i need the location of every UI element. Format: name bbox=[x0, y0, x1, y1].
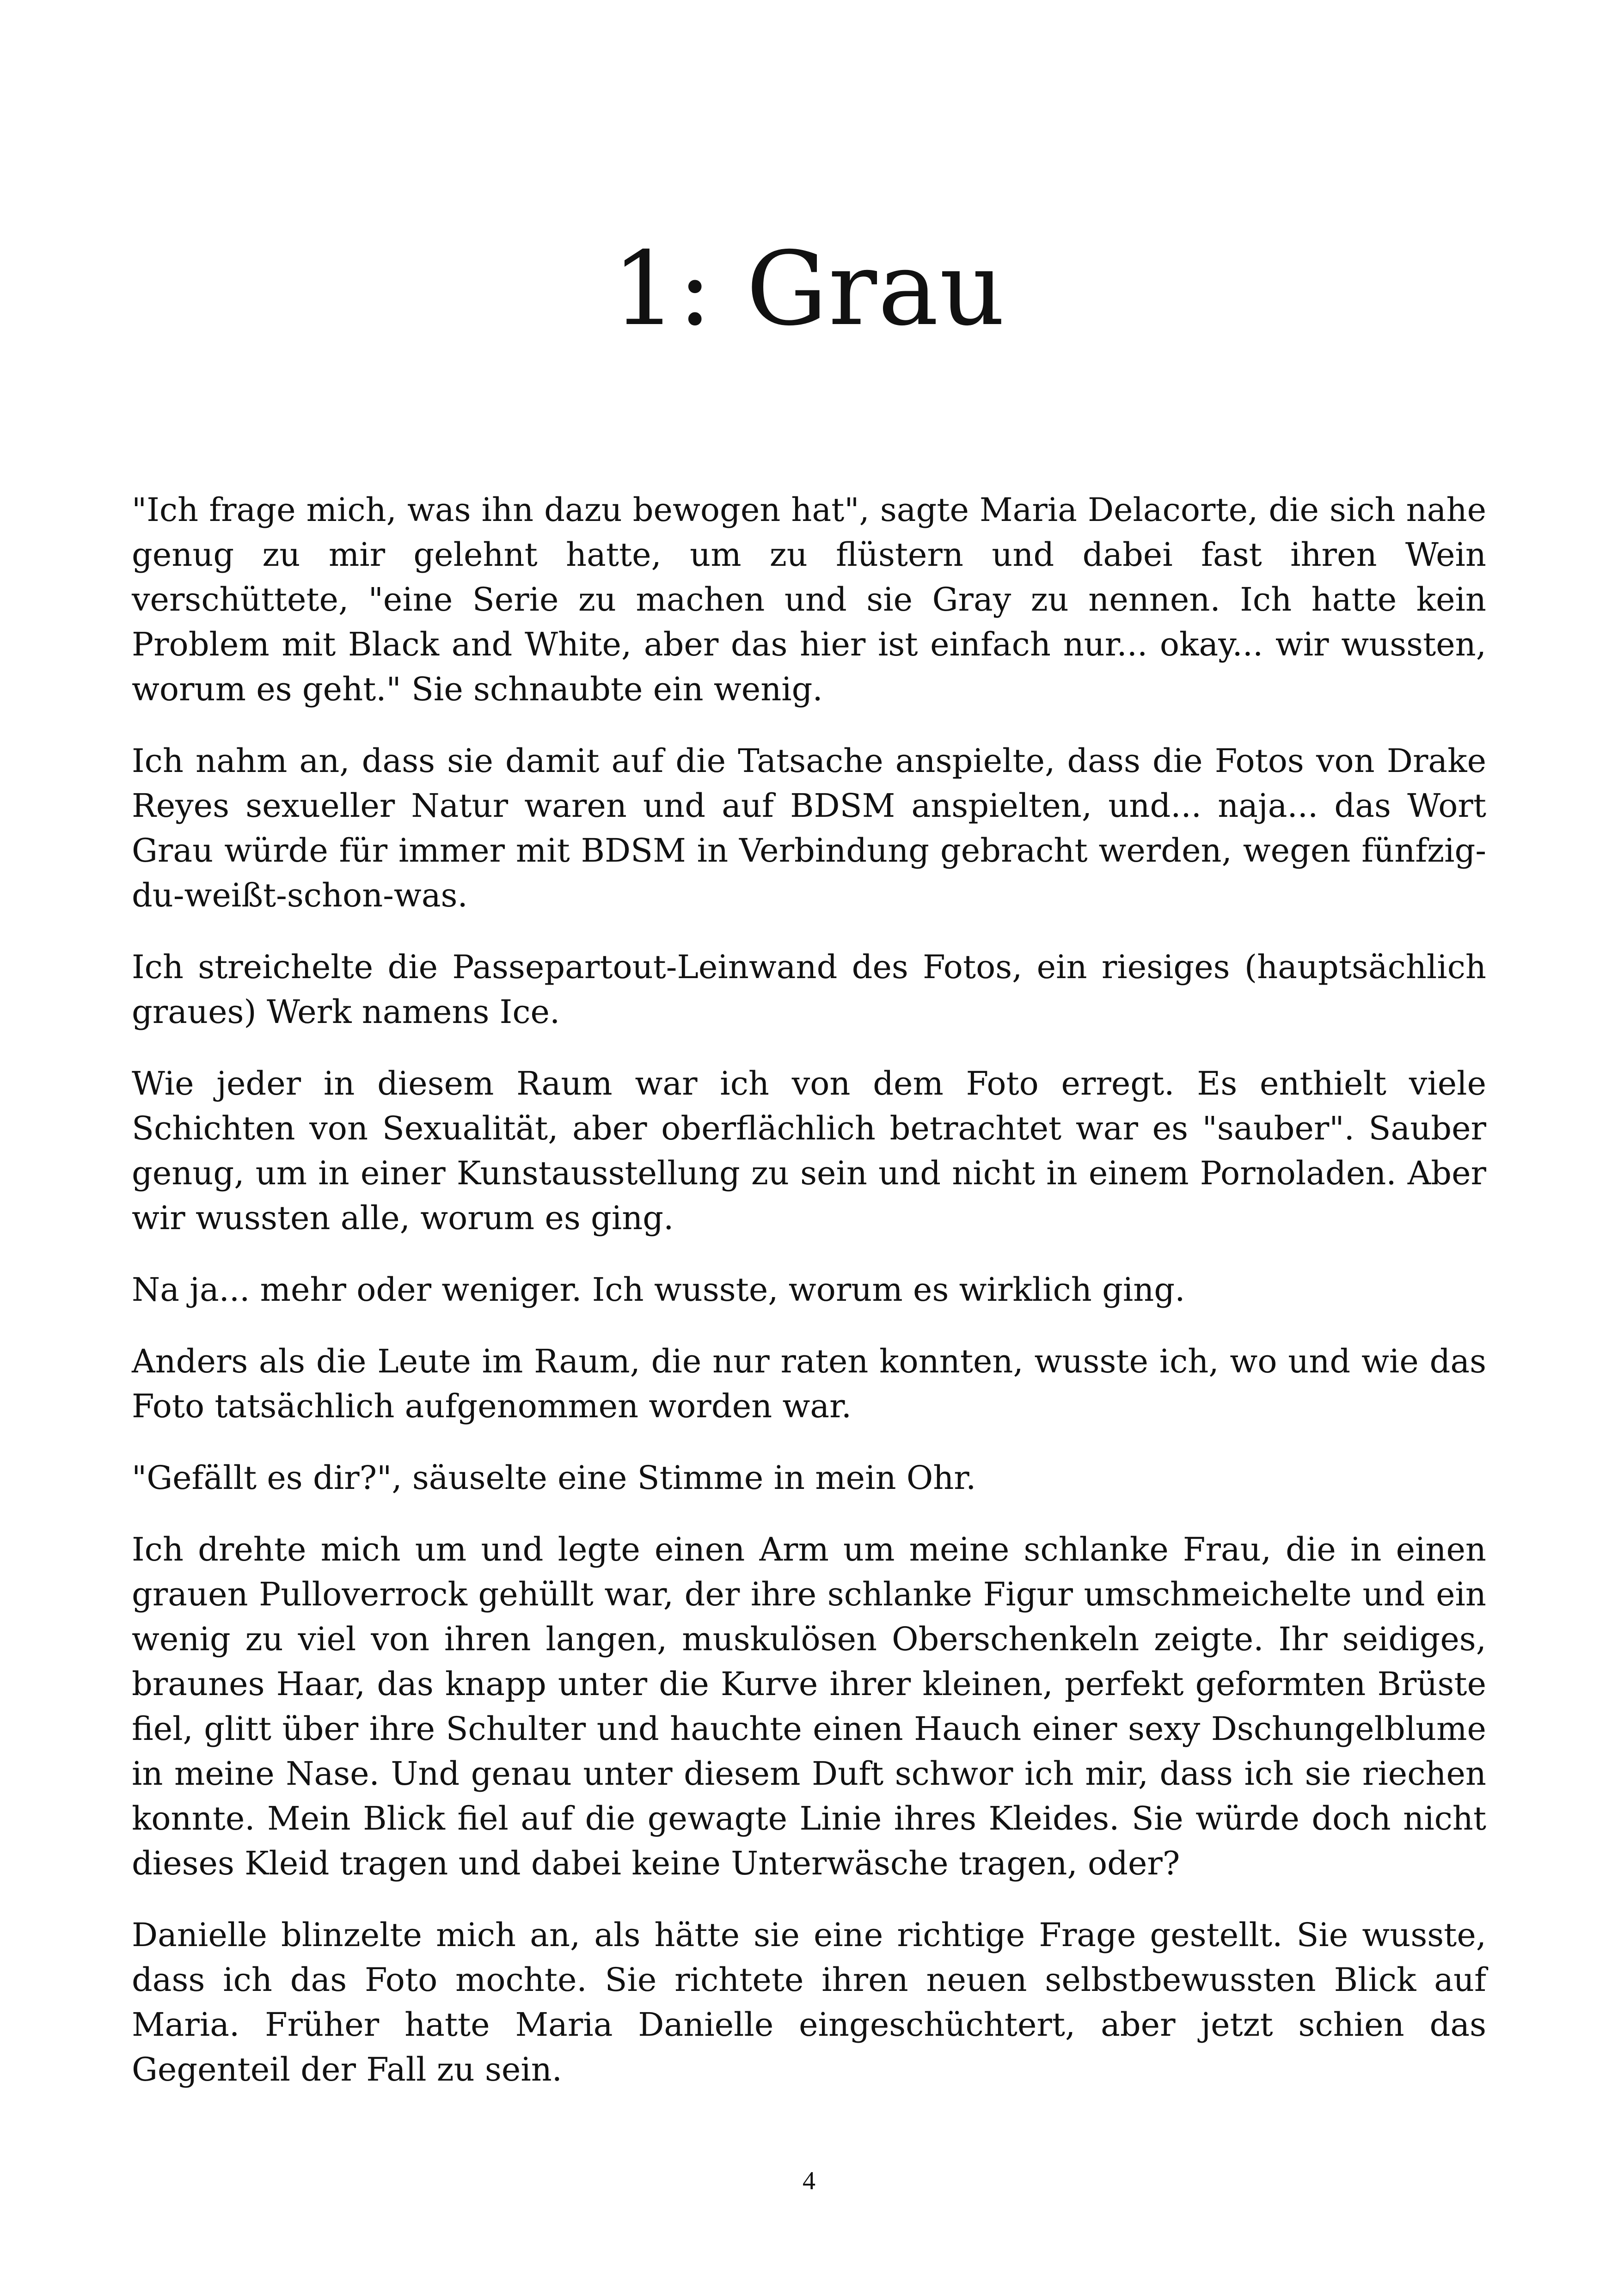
chapter-title: 1: Grau bbox=[612, 230, 1006, 348]
paragraph: Ich nahm an, dass sie damit auf die Tatsache anspielte, dass die Fotos von Drake Reyes sexueller Natur waren und auf BDSM anspielten, und... naja... das Wort Grau würde für immer mit BDSM in Verbindung gebracht werden, wegen fünfzig-du-weißt-schon-was. bbox=[132, 742, 1486, 914]
paragraph: Na ja... mehr oder weniger. Ich wusste, worum es wirklich ging. bbox=[132, 1271, 1185, 1309]
paragraph: "Gefällt es dir?", säuselte eine Stimme in mein Ohr. bbox=[132, 1459, 976, 1497]
body-text bbox=[132, 488, 1486, 2119]
paragraph: Danielle blinzelte mich an, als hätte sie eine richtige Frage gestellt. Sie wusste, dass ich das Foto mochte. Sie richtete ihren neuen selbstbewussten Blick auf Maria. Früher hatte Maria Danielle eingeschüchtert, aber jetzt schien das Gegenteil der Fall zu sein. bbox=[132, 1916, 1486, 2088]
page-number: 4 bbox=[803, 2167, 815, 2195]
paragraph: Ich streichelte die Passepartout-Leinwand des Fotos, ein riesiges (hauptsächlich graues) Werk namens Ice. bbox=[132, 948, 1486, 1031]
paragraph: "Ich frage mich, was ihn dazu bewogen hat", sagte Maria Delacorte, die sich nahe genug zu mir gelehnt hatte, um zu flüstern und dabei fast ihren Wein verschüttete, "eine Serie zu machen und sie Gray zu nennen. Ich hatte kein Problem mit Black and White, aber das hier ist einfach nur... okay... wir wussten, worum es geht." Sie schnaubte ein wenig. bbox=[132, 491, 1486, 708]
paragraph: Wie jeder in diesem Raum war ich von dem Foto erregt. Es enthielt viele Schichten von Sexualität, aber oberflächlich betrachtet war es "sauber". Sauber genug, um in einer Kunstausstellung zu sein und nicht in einem Pornoladen. Aber wir wussten alle, worum es ging. bbox=[132, 1065, 1486, 1237]
paragraph: Ich drehte mich um und legte einen Arm um meine schlanke Frau, die in einen grauen Pulloverrock gehüllt war, der ihre schlanke Figur umschmeichelte und ein wenig zu viel von ihren langen, muskulösen Oberschenkeln zeigte. Ihr seidiges, braunes Haar, das knapp unter die Kurve ihrer kleinen, perfekt geformten Brüste fiel, glitt über ihre Schulter und hauchte einen Hauch einer sexy Dschungelblume in meine Nase. Und genau unter diesem Duft schwor ich mir, dass ich sie riechen konnte. Mein Blick fiel auf die gewagte Linie ihres Kleides. Sie würde doch nicht dieses Kleid tragen und dabei keine Unterwäsche tragen, oder? bbox=[132, 1531, 1486, 1882]
paragraph: Anders als die Leute im Raum, die nur raten konnten, wusste ich, wo und wie das Foto tatsächlich aufgenommen worden war. bbox=[132, 1342, 1486, 1425]
